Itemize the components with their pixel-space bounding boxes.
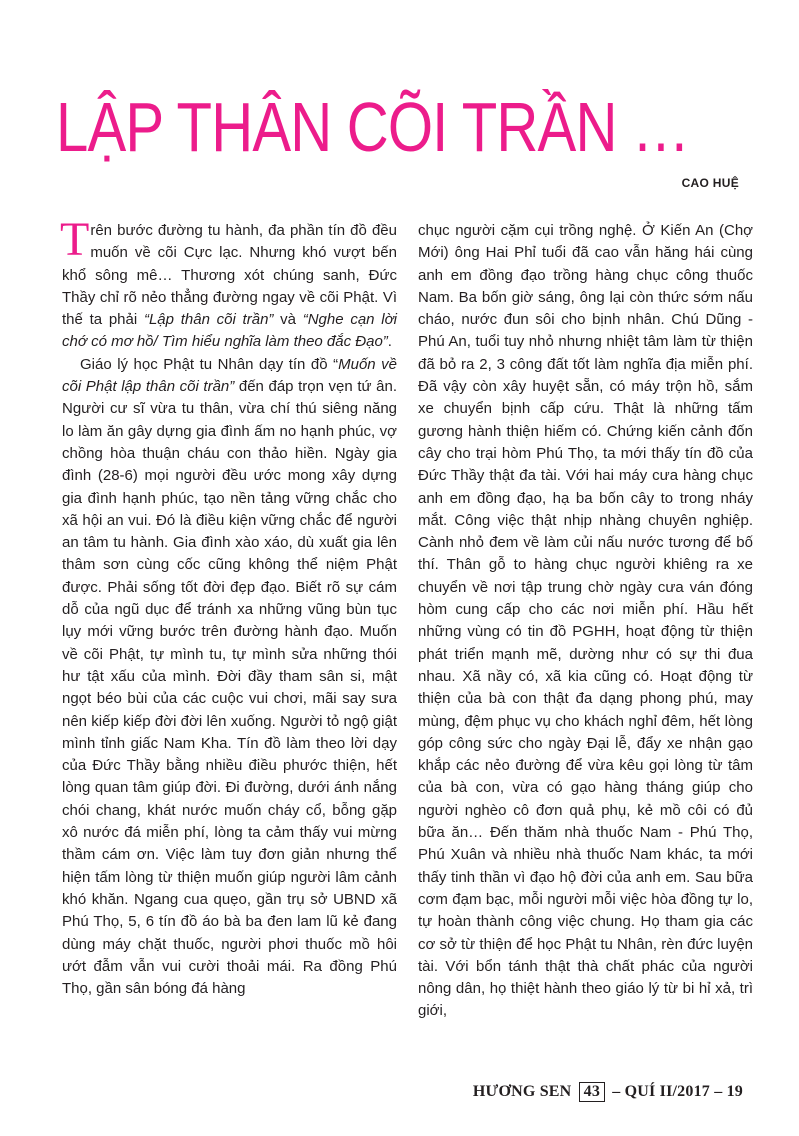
column-left: [60, 213, 397, 1000]
page-footer: [473, 1082, 743, 1102]
paragraph-continued: chục người cặm cụi trồng nghệ. Ở Kiến An (Chợ Mới) ông Hai Phỉ tuổi đã cao vẫn hăng hái cùng anh em đồng đạo trồng hàng chục công thuốc Nam. Ba bốn giờ sáng, ông lại còn thức sớm nấu cháo, nước đun sôi cho bịnh nhân. Chú Dũng - Phú An, tuổi tuy nhỏ nhưng nhiệt tâm làm từ thiện đã bỏ ra 2, 3 công đất tốt làm nghĩa địa miễn phí. Đã vậy còn xây huyệt sẵn, có máy trộn hồ, sắm xe chuyển bịnh cấp cứu. Thật là những tấm gương hành thiện hiếm có. Chứng kiến cảnh đốn cây cho trại hòm Phú Thọ, ta mới thấy tín đồ của Đức Thầy thật đa tài. Với hai máy cưa hàng chục anh em đồng đạo, hạ ba bốn cây to trong nháy mắt. Công việc thật nhịp nhàng chuyên nghiệp. Cành nhỏ đem về làm củi nấu nước tương để bố thí. Thân gỗ to hàng chục người khiêng ra xe chuyển về nơi tập trung chờ ngày cưa ván đóng hòm cung cấp cho các nơi miễn phí. Hầu hết những vùng có tin đồ PGHH, hoạt động từ thiện phát triển mạnh mẽ, dường như có sự thi đua nhau. Xã nầy có, xã kia cũng có. Hoạt động từ thiện của bà con thật đa dạng phong phú, may mùng, đệm phục vụ cho khách nghỉ đêm, hết lòng góp công sức cho ngày Đại lễ, đẩy xe nhận gạo khắp các nẻo đường để vừa kêu gọi lòng từ tâm của bà con, vừa có gạo hàng tháng giúp cho người nghèo cô đơn quả phụ, kẻ mồ côi có đủ bữa ăn… Đến thăm nhà thuốc Nam - Phú Thọ, Phú Xuân và nhiều nhà thuốc Nam khác, ta mới thấy tinh thần vì đạo hộ đời của anh em. Sau bữa cơm đạm bạc, mỗi người mỗi việc hòa đồng tự lo, tự hoàn thành công việc chung. Họ tham gia các cơ sở từ thiện để học Phật tu Nhân, rèn đức luyện tài. Với bổn tánh thật thà chất phác của người nông dân, họ thiệt hành theo giáo lý từ bi hỉ xả, trì giới,: [418, 222, 753, 1020]
quote-nghe-can: “Nghe cạn lời chớ có mơ hồ/ Tìm hiểu nghĩa làm theo đắc Đạo”: [62, 311, 397, 351]
intro-text-b: và: [273, 311, 303, 329]
paragraph-intro: [60, 213, 397, 354]
page-number: 19: [726, 1083, 743, 1100]
issue-quarter: QUÍ II/2017: [624, 1083, 710, 1100]
author-byline: CAO HUỆ: [681, 176, 739, 190]
paragraph-body: [62, 354, 397, 1001]
body-text-b: đến đáp trọn vẹn tứ ân. Người cư sĩ vừa tu thân, vừa chí thú siêng năng lo làm ăn gây dựng gia đình ấm no hạnh phúc, vợ chồng hòa thuận cháu con thảo hiền. Ngày gia đình (28-6) mọi người đều ước mong xây dựng gia đình hạnh phúc, tạo nền tảng vững chắc cho xã hội an vui. Đó là điều kiện vững chắc để người an tâm tu hành. Gia đình xào xáo, dù xuất gia lên thâm sơn cùng cốc cũng không thể niệm Phật được. Phải sống tốt đời đẹp đạo. Biết rõ sự cám dỗ của ngũ dục để tránh xa những vũng bùn tục lụy mới vững bước trên đường hành đạo. Muốn về cõi Phật, tự mình tu, tự mình sửa những thói hư tật xấu của mình. Đời đầy tham sân si, mật ngọt béo bùi của các cuộc vui chơi, mãi say sưa nên kiếp kiếp đời đời lên xuống. Người tỏ ngộ giật mình tỉnh giấc Nam Kha. Tín đồ làm theo lời dạy của Đức Thầy bằng nhiều điều phước thiện, hết lòng quan tâm giúp đời. Đi đường, dưới ánh nắng chói chang, khát nước muốn cháy cổ, bỗng gặp xô nước đá miễn phí, lòng ta cảm thấy vui mừng thầm cám ơn. Việc làm tuy đơn giản nhưng thể hiện tấm lòng từ thiện muốn giúp người lâm cảnh khó khăn. Ngang cua quẹo, gần trụ sở UBND xã Phú Thọ, 5, 6 tín đồ áo bà ba đen lam lũ kẻ đang dùng máy chặt thuốc, người phơi thuốc mồ hôi ướt đẫm vẫn vui cười thoải mái. Ra đồng Phú Thọ, gần sân bóng đá hàng: [62, 378, 397, 998]
column-right: [418, 220, 753, 1023]
quote-lap-than: “Lập thân cõi trần”: [143, 311, 274, 329]
issue-number: 43: [579, 1082, 605, 1102]
quote-muon-ve: Muốn về cõi Phật lập thân cõi trần”: [62, 355, 397, 396]
intro-text-c: .: [387, 333, 392, 351]
magazine-name: HƯƠNG SEN: [472, 1083, 572, 1100]
intro-text-a: rên bước đường tu hành, đa phần tín đồ đều muốn về cõi Cực lạc. Nhưng khó vượt bến khổ sông mê… Thương xót chúng sanh, Đức Thầy chỉ rõ nẻo thẳng đường ngay về cõi Phật. Vì thế ta phải: [62, 222, 397, 329]
footer-separator: –: [612, 1083, 621, 1100]
body-text-a: Giáo lý học Phật tu Nhân dạy tín đồ “: [80, 355, 339, 373]
drop-cap: T: [60, 213, 90, 266]
article-title: LẬP THÂN CÕI TRẦN …: [56, 88, 690, 166]
footer-dash: –: [714, 1083, 723, 1100]
